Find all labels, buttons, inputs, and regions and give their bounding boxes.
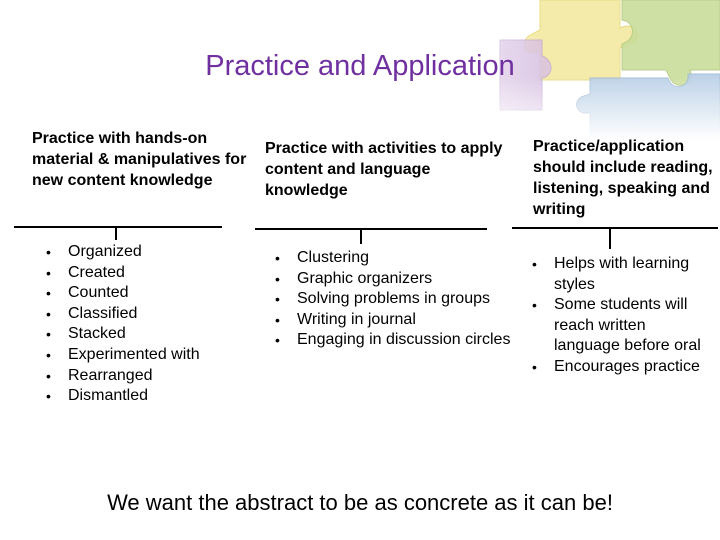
list-item: • Engaging in discussion circles	[275, 330, 515, 351]
list-item: • Organized	[46, 242, 246, 263]
column-1-divider	[14, 226, 222, 228]
column-2-list	[275, 248, 515, 351]
list-item: • Experimented with	[46, 345, 246, 366]
column-2-divider	[255, 228, 487, 230]
column-3-list	[532, 254, 702, 378]
column-1-connector	[115, 226, 117, 240]
column-3-divider	[512, 227, 718, 229]
column-2-connector	[360, 228, 362, 244]
list-item: • Helps with learning styles	[532, 254, 702, 295]
column-1-list	[46, 242, 246, 407]
list-item: • Clustering	[275, 248, 515, 269]
list-item: • Writing in journal	[275, 310, 515, 331]
list-item: • Stacked	[46, 324, 246, 345]
column-1-heading: Practice with hands-on material & manipulatives for new content knowledge	[32, 130, 247, 189]
list-item: • Graphic organizers	[275, 269, 515, 290]
list-item: • Encourages practice	[532, 357, 702, 378]
column-3-connector	[609, 227, 611, 249]
list-item: • Some students will reach written language before oral	[532, 295, 702, 357]
list-item: • Counted	[46, 283, 246, 304]
list-item: • Classified	[46, 304, 246, 325]
column-3-heading: Practice/application should include reading, listening, speaking and writing	[533, 138, 713, 218]
list-item: • Solving problems in groups	[275, 289, 515, 310]
footer-statement: We want the abstract to be as concrete as it can be!	[107, 490, 613, 515]
list-item: • Dismantled	[46, 386, 246, 407]
page-title: Practice and Application	[205, 50, 515, 82]
list-item: • Created	[46, 263, 246, 284]
list-item: • Rearranged	[46, 366, 246, 387]
column-2-heading: Practice with activities to apply content and language knowledge	[265, 140, 503, 199]
